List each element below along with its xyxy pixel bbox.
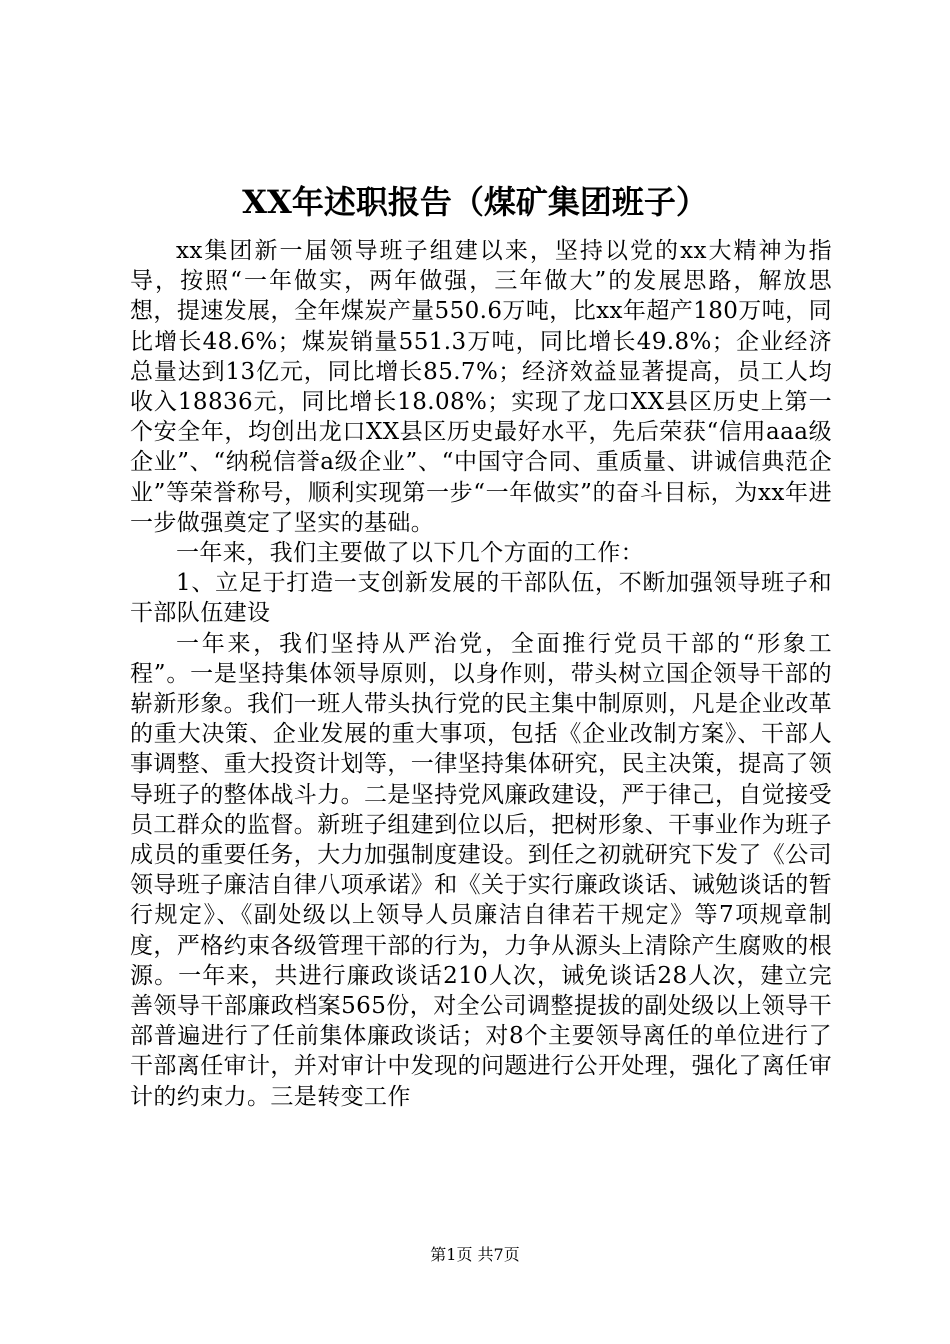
document-body — [130, 236, 832, 1112]
paragraph-intro: xx集团新一届领导班子组建以来，坚持以党的xx大精神为指导，按照“一年做实，两年做强，三年做大”的发展思路，解放思想，提速发展，全年煤炭产量550.6万吨，比xx年超产180万吨，同比增长48.6%；煤炭销量551.3万吨，同比增长49.8%；企业经济总量达到13亿元，同比增长85.7%；经济效益显著提高，员工人均收入18836元，同比增长18.08%；实现了龙口XX县区历史上第一个安全年，均创出龙口XX县区历史最好水平，先后荣获“信用aaa级企业”、“纳税信誉a级企业”、“中国守合同、重质量、讲诚信典范企业”等荣誉称号，顺利实现第一步“一年做实”的奋斗目标，为xx年进一步做强奠定了坚实的基础。 — [130, 238, 832, 536]
paragraph-section-1-body: 一年来，我们坚持从严治党，全面推行党员干部的“形象工程”。一是坚持集体领导原则，以身作则，带头树立国企领导干部的崭新形象。我们一班人带头执行党的民主集中制原则，凡是企业改革的重大决策、企业发展的重大事项，包括《企业改制方案》、干部人事调整、重大投资计划等，一律坚持集体研究，民主决策，提高了领导班子的整体战斗力。二是坚持党风廉政建设，严于律己，自觉接受员工群众的监督。新班子组建到位以后，把树形象、干事业作为班子成员的重要任务，大力加强制度建设。到任之初就研究下发了《公司领导班子廉洁自律八项承诺》和《关于实行廉政谈话、诫勉谈话的暂行规定》、《副处级以上领导人员廉洁自律若干规定》等7项规章制度，严格约束各级管理干部的行为，力争从源头上清除产生腐败的根源。一年来，共进行廉政谈话210人次，诫免谈话28人次，建立完善领导干部廉政档案565份，对全公司调整提拔的副处级以上领导干部普遍进行了任前集体廉政谈话；对8个主要领导离任的单位进行了干部离任审计，并对审计中发现的问题进行公开处理，强化了离任审计的约束力。三是转变工作 — [130, 630, 832, 1110]
page-number-footer: 第1页 共7页 — [430, 1245, 520, 1264]
document-title: XX年述职报告（煤矿集团班子） — [242, 183, 708, 221]
paragraph-work-overview: 一年来，我们主要做了以下几个方面的工作： — [176, 540, 644, 567]
section-heading-1: 1、立足于打造一支创新发展的干部队伍，不断加强领导班子和干部队伍建设 — [130, 570, 832, 627]
